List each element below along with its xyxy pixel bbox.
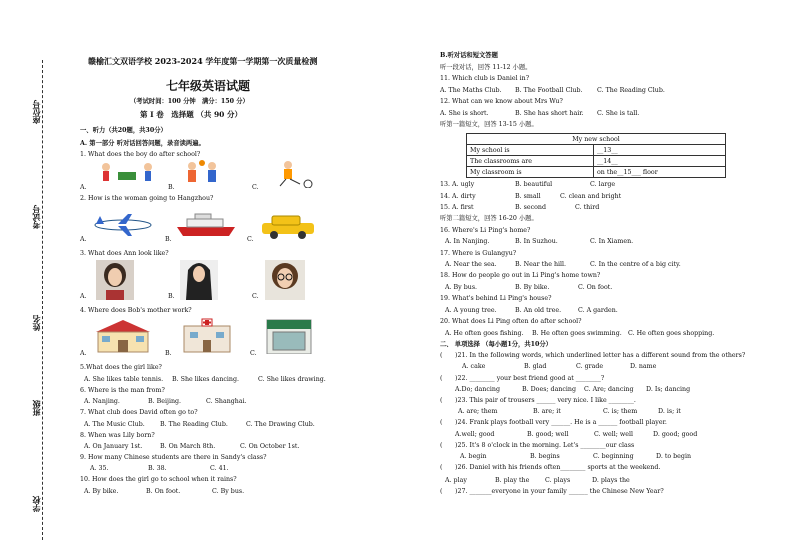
option-b-label: B.	[168, 293, 175, 300]
question-18-option-a: A. By bus.	[445, 284, 478, 291]
question-16-option-b: B. In Suzhou.	[515, 238, 558, 245]
question-9-option-c: C. 41.	[210, 465, 229, 472]
question-17-option-b: B. Near the hill.	[515, 261, 567, 268]
question-10-option-b: B. On foot.	[146, 488, 181, 495]
question-27: ( )27. _______everyone in your family ______ the Chinese New Year?	[440, 488, 664, 495]
question-19-option-c: C. A garden.	[578, 307, 618, 314]
question-9-option-b: B. 38.	[148, 465, 167, 472]
exam-info: （考试时间：100 分钟 满分：150 分）	[130, 98, 249, 105]
question-17-option-c: C. In the centre of a big city.	[590, 261, 681, 268]
passage-1-intro: 听第一篇短文，回答 13-15 小题。	[440, 121, 538, 128]
question-8-option-c: C. On October 1st.	[240, 443, 300, 450]
question-22-option-a: A.Do; dancing	[455, 386, 500, 393]
question-26: ( )26. Daniel with his friends often________ sports at the weekend.	[440, 464, 661, 471]
volume-title: 第 I 卷 选择题 （共 90 分）	[140, 110, 243, 119]
question-20-option-c: C. He often goes shopping.	[628, 330, 715, 337]
question-12: 12. What can we know about Mrs Wu?	[440, 98, 563, 105]
question-24-option-a: A.well; good	[455, 431, 495, 438]
ship-image	[175, 213, 237, 238]
ping-pong-players-image	[96, 160, 156, 188]
question-5: 5.What does the girl like?	[80, 364, 162, 371]
question-7: 7. What club does David often go to?	[80, 409, 198, 416]
question-23: ( )23. This pair of trousers ______ very nice. I like ________.	[440, 397, 636, 404]
binding-line	[42, 60, 43, 540]
question-16-option-a: A. In Nanjing.	[445, 238, 490, 245]
table-row: The classrooms are __14__	[467, 156, 726, 167]
question-26-option-a: A. play	[445, 477, 467, 484]
question-12-option-a: A. She is short.	[440, 110, 489, 117]
basketball-players-image	[180, 160, 225, 190]
question-15-option-c: C. third	[575, 204, 600, 211]
question-14-option-b: B. small	[515, 193, 541, 200]
question-17: 17. Where is Gulangyu?	[440, 250, 517, 257]
question-11-option-b: B. The Football Club.	[515, 87, 583, 94]
option-b-label: B.	[165, 236, 172, 243]
question-14-option-c: C. clean and bright	[560, 193, 622, 200]
question-21-option-a: A. cake	[462, 363, 486, 370]
question-24-option-c: C. well; well	[594, 431, 634, 438]
question-11: 11. Which club is Daniel in?	[440, 75, 530, 82]
question-13-option-c: C. large	[590, 181, 616, 188]
hospital-image	[180, 318, 235, 353]
option-b-label: B.	[165, 350, 172, 357]
section-1-heading: 一、听力（共20题，共30分）	[80, 127, 167, 134]
question-19-option-b: B. An old tree.	[515, 307, 562, 314]
question-24: ( )24. Frank plays football very ______. He is a ______ football player.	[440, 419, 667, 426]
table-row: My classroom is on the__15___ floor	[467, 167, 726, 178]
question-16: 16. Where's Li Ping's home?	[440, 227, 531, 234]
question-5-option-a: A. She likes table tennis.	[84, 376, 164, 383]
question-2: 2. How is the woman going to Hangzhou?	[80, 195, 214, 202]
question-23-option-a: A. are; them	[458, 408, 498, 415]
question-26-option-d: D. plays the	[592, 477, 630, 484]
school-label: 学校	[31, 496, 41, 512]
name-label: 姓名	[31, 315, 41, 331]
question-26-option-b: B. play the	[495, 477, 530, 484]
question-13-option-a: 13. A. ugly	[440, 181, 475, 188]
school-building-image	[92, 318, 154, 353]
question-11-option-a: A. The Maths Club.	[440, 87, 502, 94]
question-12-option-b: B. She has short hair.	[515, 110, 584, 117]
bank-image	[265, 316, 313, 354]
question-19: 19. What's behind Li Ping's house?	[440, 295, 552, 302]
section-2-heading: 二、 单项选择 （每小题1分，共10分）	[440, 341, 552, 348]
question-20-option-b: B. He often goes swimming.	[532, 330, 622, 337]
question-9-option-a: A. 35.	[90, 465, 109, 472]
passage-2-intro: 听第二篇短文，回答 16-20 小题。	[440, 215, 538, 222]
question-23-option-b: B. are; it	[533, 408, 561, 415]
class-label: 班级	[31, 400, 41, 416]
question-15-option-a: 15. A. first	[440, 204, 474, 211]
woman-long-hair-image	[180, 260, 218, 300]
question-24-option-d: D. good; good	[653, 431, 698, 438]
question-8: 8. When was Lily born?	[80, 432, 155, 439]
option-a-label: A.	[80, 293, 87, 300]
question-21-option-c: C. grade	[576, 363, 604, 370]
question-9: 9. How many Chinese students are there in Sandy's class?	[80, 454, 267, 461]
question-18-option-c: C. On foot.	[578, 284, 613, 291]
question-1: 1. What does the boy do after school?	[80, 151, 201, 158]
question-15-option-b: B. second	[515, 204, 546, 211]
question-25-option-d: D. to begin	[656, 453, 692, 460]
question-6-option-c: C. Shanghai.	[206, 398, 247, 405]
question-8-option-a: A. On January 1st.	[84, 443, 143, 450]
school-title: 赣榆汇文双语学校 2023-2024 学年度第一学期第一次质量检测	[88, 56, 318, 66]
question-19-option-a: A. A young tree.	[445, 307, 497, 314]
question-4: 4. Where does Bob's mother work?	[80, 307, 192, 314]
question-12-option-c: C. She is tall.	[597, 110, 640, 117]
question-22-option-d: D. Is; dancing	[646, 386, 691, 393]
question-7-option-c: C. The Drawing Club.	[246, 421, 315, 428]
question-16-option-c: C. In Xiamen.	[590, 238, 634, 245]
question-25: ( )25. It's 8 o'clock in the morning. Let's ________our class	[440, 442, 635, 449]
option-a-label: A.	[80, 236, 87, 243]
table-row: My school is __13__	[467, 145, 726, 156]
woman-glasses-image	[265, 260, 305, 300]
question-22-option-b: B. Does; dancing	[522, 386, 577, 393]
option-c-label: C.	[252, 184, 259, 191]
part-b-heading: B.听对话和短文答题	[440, 52, 498, 59]
question-14-option-a: 14. A. dirty	[440, 193, 476, 200]
question-23-option-c: C. is; them	[603, 408, 638, 415]
question-25-option-a: A. begin	[460, 453, 487, 460]
question-18-option-b: B. By bike.	[515, 284, 550, 291]
option-c-label: C.	[247, 236, 254, 243]
dialogue-1-intro: 听一段对话，回答 11-12 小题。	[440, 64, 532, 71]
my-new-school-table	[466, 133, 726, 178]
question-26-option-c: C. plays	[545, 477, 571, 484]
question-10-option-c: C. By bus.	[212, 488, 245, 495]
option-a-label: A.	[80, 350, 87, 357]
question-7-option-b: B. The Reading Club.	[160, 421, 228, 428]
football-player-image	[270, 160, 315, 188]
question-8-option-b: B. On March 8th.	[160, 443, 216, 450]
option-a-label: A.	[80, 184, 87, 191]
question-21: ( )21. In the following words, which underlined letter has a different sound from the others?	[440, 352, 746, 359]
question-5-option-c: C. She likes drawing.	[258, 376, 326, 383]
airplane-image	[92, 212, 154, 237]
option-b-label: B.	[168, 184, 175, 191]
question-25-option-b: B. begins	[530, 453, 560, 460]
question-6-option-a: A. Nanjing.	[84, 398, 120, 405]
question-21-option-d: D. name	[630, 363, 657, 370]
question-13-option-b: B. beautiful	[515, 181, 553, 188]
question-24-option-b: B. good; well	[527, 431, 569, 438]
question-23-option-d: D. is; it	[658, 408, 681, 415]
question-5-option-b: B. She likes dancing.	[172, 376, 239, 383]
question-10-option-a: A. By bike.	[84, 488, 119, 495]
question-6: 6. Where is the man from?	[80, 387, 165, 394]
exam-no-label: 考试号	[31, 205, 41, 229]
question-20: 20. What does Li Ping often do after school?	[440, 318, 582, 325]
table-header: My new school	[467, 134, 726, 145]
option-c-label: C.	[252, 293, 259, 300]
taxi-image	[258, 213, 318, 239]
question-18: 18. How do people go out in Li Ping's home town?	[440, 272, 601, 279]
question-22-option-c: C. Are; dancing	[584, 386, 634, 393]
question-21-option-b: B. glad	[524, 363, 547, 370]
part-a-heading: A. 第一部分 听对话回答问题，录音读两遍。	[80, 140, 205, 147]
question-3: 3. What does Ann look like?	[80, 250, 169, 257]
question-11-option-c: C. The Reading Club.	[597, 87, 665, 94]
question-10: 10. How does the girl go to school when it rains?	[80, 476, 237, 483]
question-7-option-a: A. The Music Club.	[84, 421, 145, 428]
seat-label: 座位号	[31, 100, 41, 124]
paper-title: 七年级英语试题	[166, 79, 251, 93]
question-25-option-c: C. beginning	[593, 453, 634, 460]
question-20-option-a: A. He often goes fishing.	[445, 330, 524, 337]
option-c-label: C.	[250, 350, 257, 357]
question-6-option-b: B. Beijing.	[148, 398, 182, 405]
woman-short-hair-image	[96, 260, 134, 300]
question-22: ( )22. ________ your best friend good at ________?	[440, 375, 605, 382]
question-17-option-a: A. Near the sea.	[445, 261, 497, 268]
